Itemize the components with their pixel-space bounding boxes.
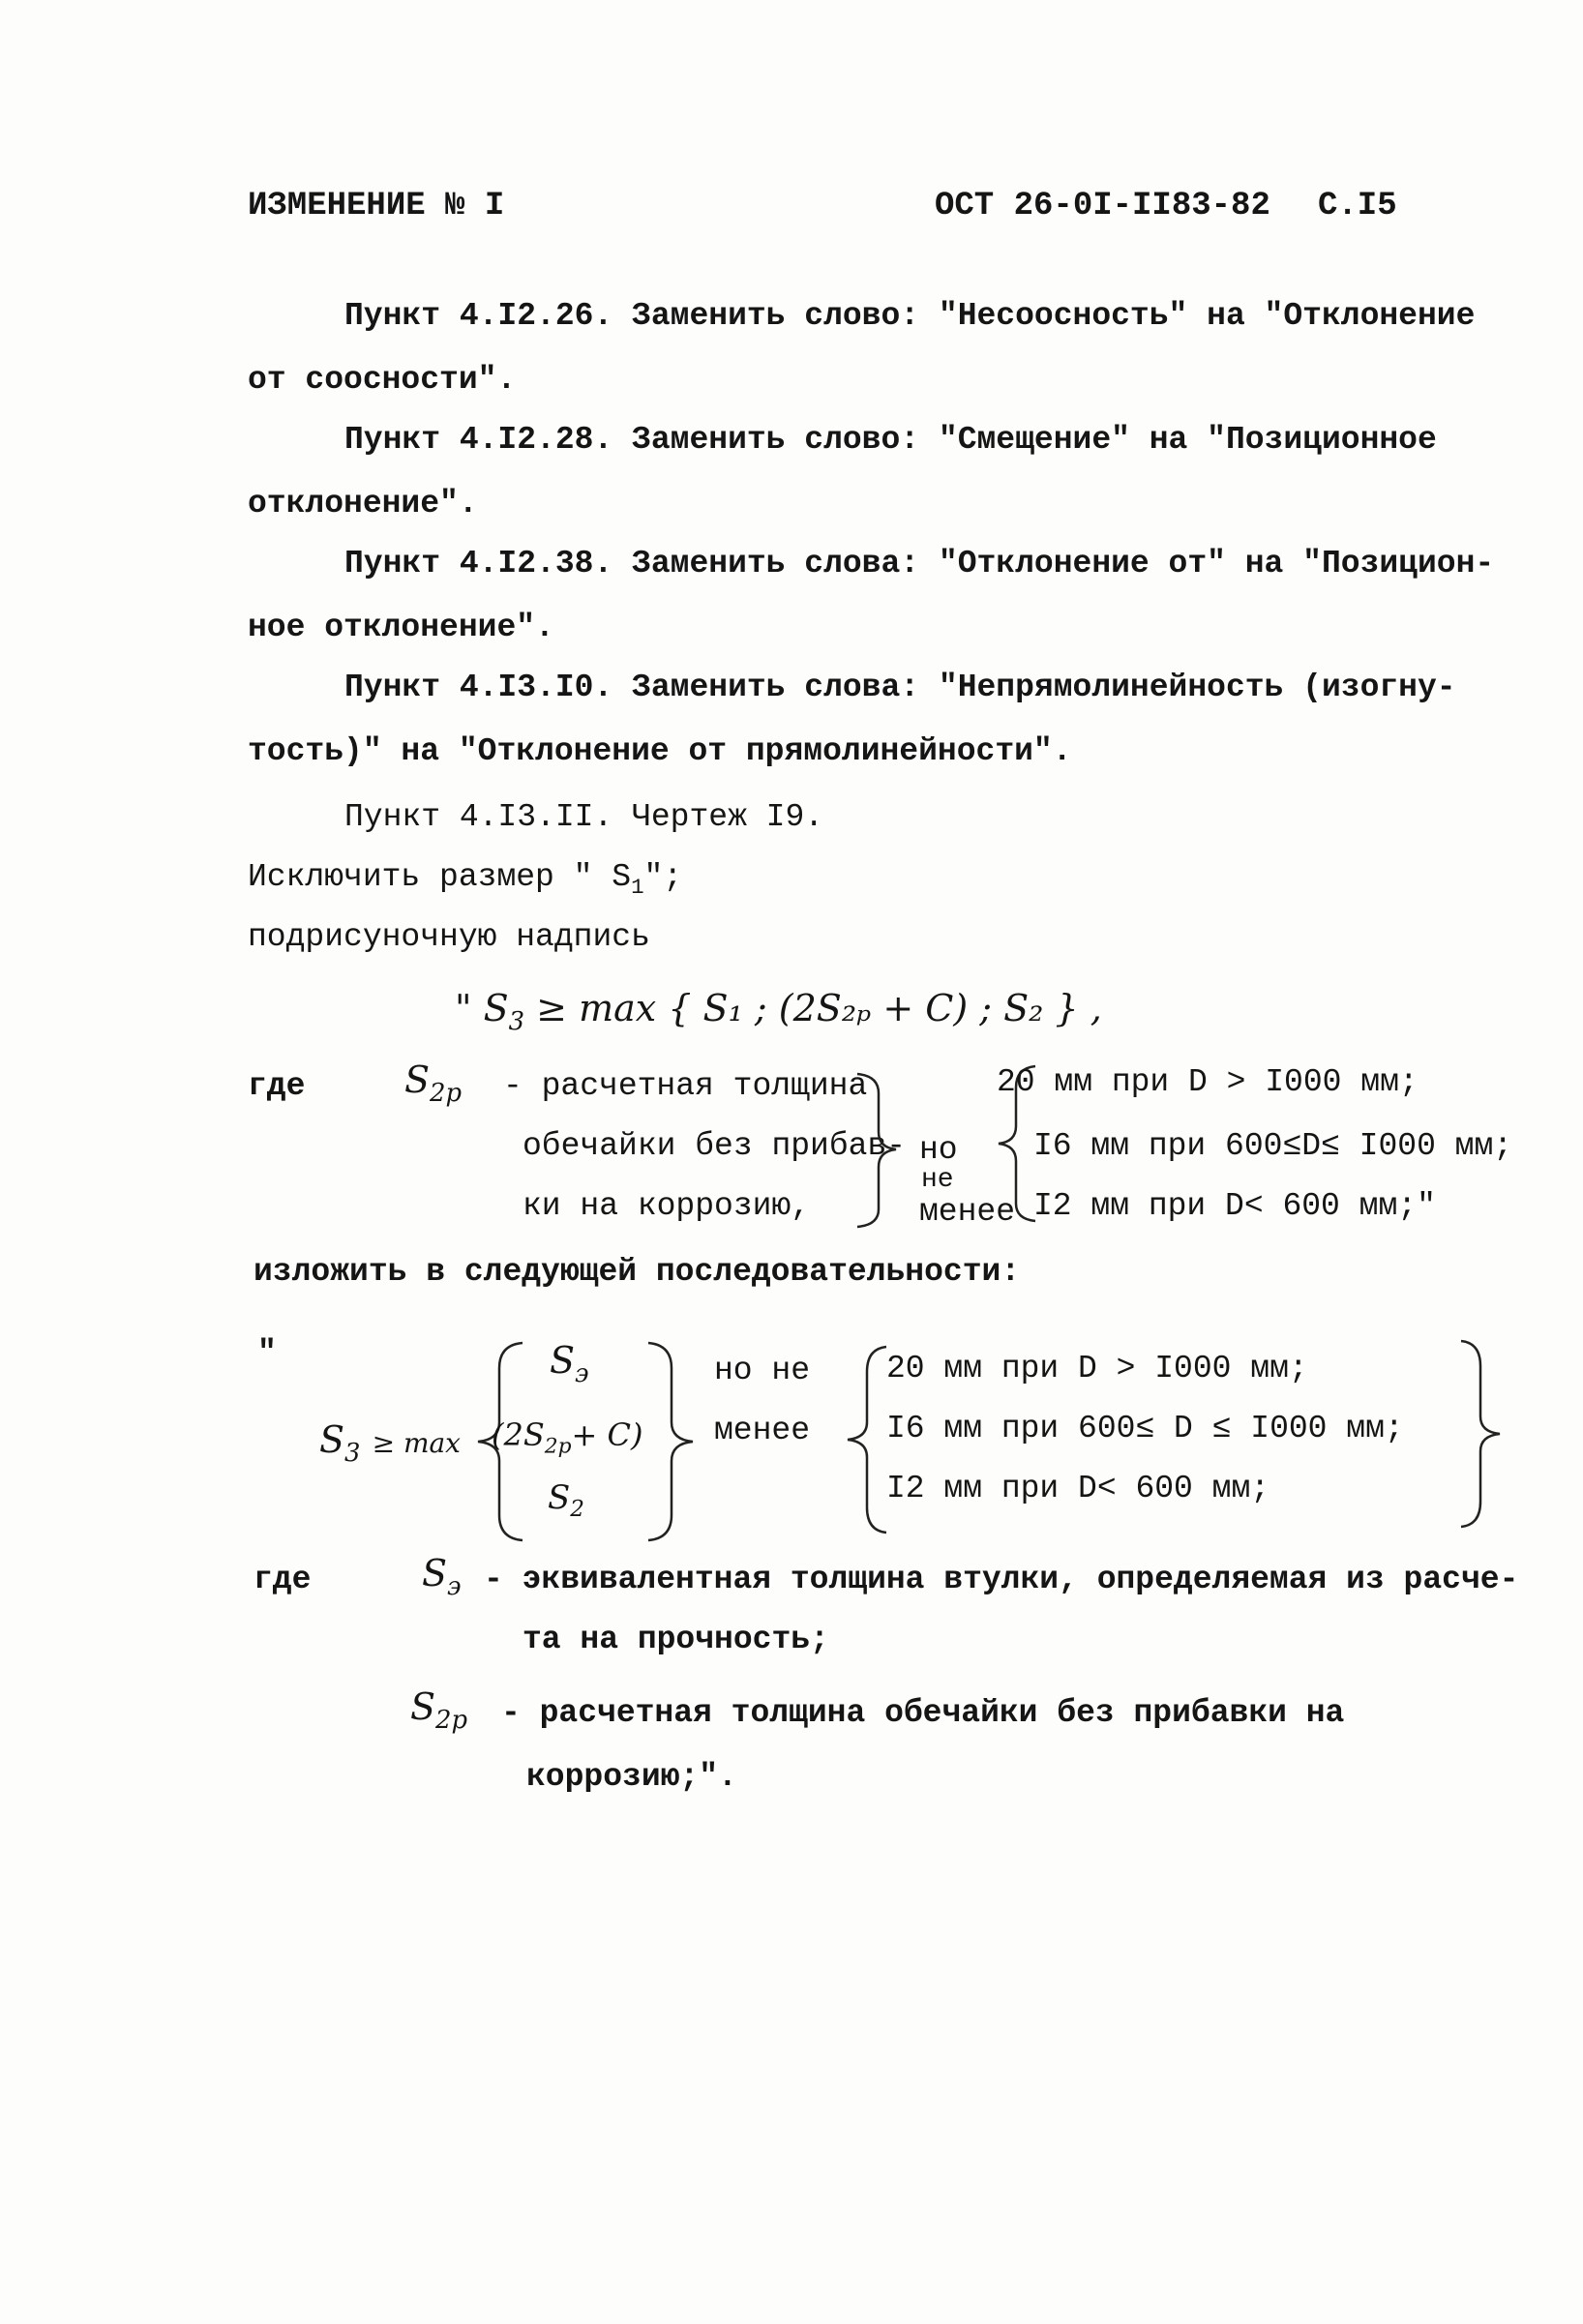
exclude-size-subscript: 1 (631, 874, 644, 900)
old-where-label: где (248, 1068, 306, 1104)
old-formula-geq-max: ≥ max (536, 987, 657, 1029)
paragraph-4-12-38-line1: Пункт 4.I2.38. Заменить слова: "Отклонение от" на "Позицион- (344, 546, 1495, 581)
old-where-desc-3: ки на коррозию, (523, 1188, 811, 1224)
definition-1-symbol-subscript: э (447, 1572, 462, 1602)
definitions-where-label: где (254, 1562, 312, 1597)
page-number: С.I5 (1318, 188, 1397, 224)
paragraph-4-12-26-line2: от соосности". (248, 362, 517, 398)
new-formula-item-1 (550, 1339, 589, 1388)
new-formula-geq-max: ≥ max (372, 1427, 461, 1459)
old-formula-body: { S₁ ; (2S₂ₚ + C) ; S₂ } , (668, 987, 1102, 1029)
old-where-symbol (404, 1058, 462, 1108)
paragraph-4-12-38-line2: ное отклонение". (248, 610, 554, 645)
definition-2-line2: коррозию;". (526, 1759, 737, 1795)
definition-2-symbol-s: S (410, 1685, 436, 1728)
old-formula-s3: S (483, 987, 509, 1029)
caption-label: подрисуночную надпись (248, 919, 650, 955)
definition-2-line1: - расчетная толщина обечайки без прибавки на (501, 1695, 1345, 1731)
old-where-desc-1: - расчетная толщина (503, 1068, 868, 1104)
new-condition-3: I2 мм при D< 600 мм; (886, 1471, 1270, 1506)
new-formula-item-3-subscript: 2 (570, 1497, 584, 1523)
exclude-size-text: Исключить размер " S (248, 859, 632, 895)
old-formula-s3-subscript: 3 (508, 1007, 525, 1037)
exclude-size-tail: "; (643, 859, 683, 895)
new-formula-item-2 (492, 1416, 642, 1459)
new-condition-2: I6 мм при 600≤ D ≤ I000 мм; (886, 1411, 1404, 1446)
new-formula-item-2-s: (2S (492, 1416, 545, 1453)
document-code: ОСТ 26-0I-II83-82 (935, 188, 1270, 224)
definition-1-line1: - эквивалентная толщина втулки, определяемая из расче- (484, 1562, 1519, 1597)
new-formula-lhs-s: S (319, 1418, 345, 1461)
definition-1-line2: та на прочность; (523, 1622, 829, 1657)
item-4-13-11-title: Пункт 4.I3.II. Чертеж I9. (344, 799, 824, 835)
old-where-symbol-s: S (404, 1058, 431, 1101)
paragraph-4-12-28-line2: отклонение". (248, 486, 478, 521)
old-but: но (919, 1132, 958, 1168)
new-conditions-right-brace (1451, 1333, 1509, 1536)
old-formula-quote: " (455, 987, 472, 1029)
change-number: ИЗМЕНЕНИЕ № I (248, 188, 505, 224)
paragraph-4-13-10-line2: тость)" на "Отклонение от прямолинейности". (248, 733, 1072, 769)
new-formula-quote: " (257, 1335, 277, 1371)
old-where-symbol-subscript: 2p (430, 1079, 463, 1109)
old-where-desc-2: обечайки без прибав- (523, 1128, 907, 1164)
paragraph-4-12-28-line1: Пункт 4.I2.28. Заменить слово: "Смещение" на "Позиционное (344, 422, 1437, 458)
new-formula-item-2-tail: + C) (571, 1416, 643, 1453)
old-condition-1: 20 мм при D > I000 мм; (997, 1064, 1419, 1100)
old-where-right-brace (850, 1064, 927, 1235)
paragraph-4-12-26-line1: Пункт 4.I2.26. Заменить слово: "Несоосность" на "Отклонение (344, 298, 1476, 334)
definition-1-symbol-s: S (422, 1552, 448, 1594)
exclude-size-line (248, 859, 682, 900)
old-condition-2: I6 мм при 600≤D≤ I000 мм; (1033, 1128, 1513, 1164)
new-formula-item-1-s: S (550, 1339, 576, 1382)
new-formula-item-3-s: S (548, 1478, 571, 1517)
old-condition-3: I2 мм при D< 600 мм;" (1033, 1188, 1436, 1224)
new-formula-lhs-subscript: 3 (344, 1439, 361, 1469)
paragraph-4-13-10-line1: Пункт 4.I3.I0. Заменить слова: "Непрямолинейность (изогну- (344, 670, 1456, 705)
instruction-text: изложить в следующей последовательности: (254, 1254, 1021, 1290)
definition-1-symbol (422, 1552, 462, 1601)
new-not-less: менее (714, 1413, 811, 1448)
old-not-less-1: не (921, 1165, 954, 1195)
new-formula-item-2-subscript: 2p (544, 1434, 572, 1459)
definition-2-symbol-subscript: 2p (435, 1706, 468, 1736)
new-formula-item-1-subscript: э (575, 1359, 589, 1389)
new-formula-right-brace (639, 1335, 706, 1548)
new-but: но не (714, 1353, 811, 1388)
old-not-less-2: менее (919, 1194, 1016, 1230)
old-formula (455, 987, 1102, 1036)
new-formula-item-3 (548, 1478, 584, 1522)
new-condition-1: 20 мм при D > I000 мм; (886, 1351, 1308, 1386)
new-formula-lhs (319, 1418, 461, 1468)
definition-2-symbol (410, 1685, 467, 1735)
